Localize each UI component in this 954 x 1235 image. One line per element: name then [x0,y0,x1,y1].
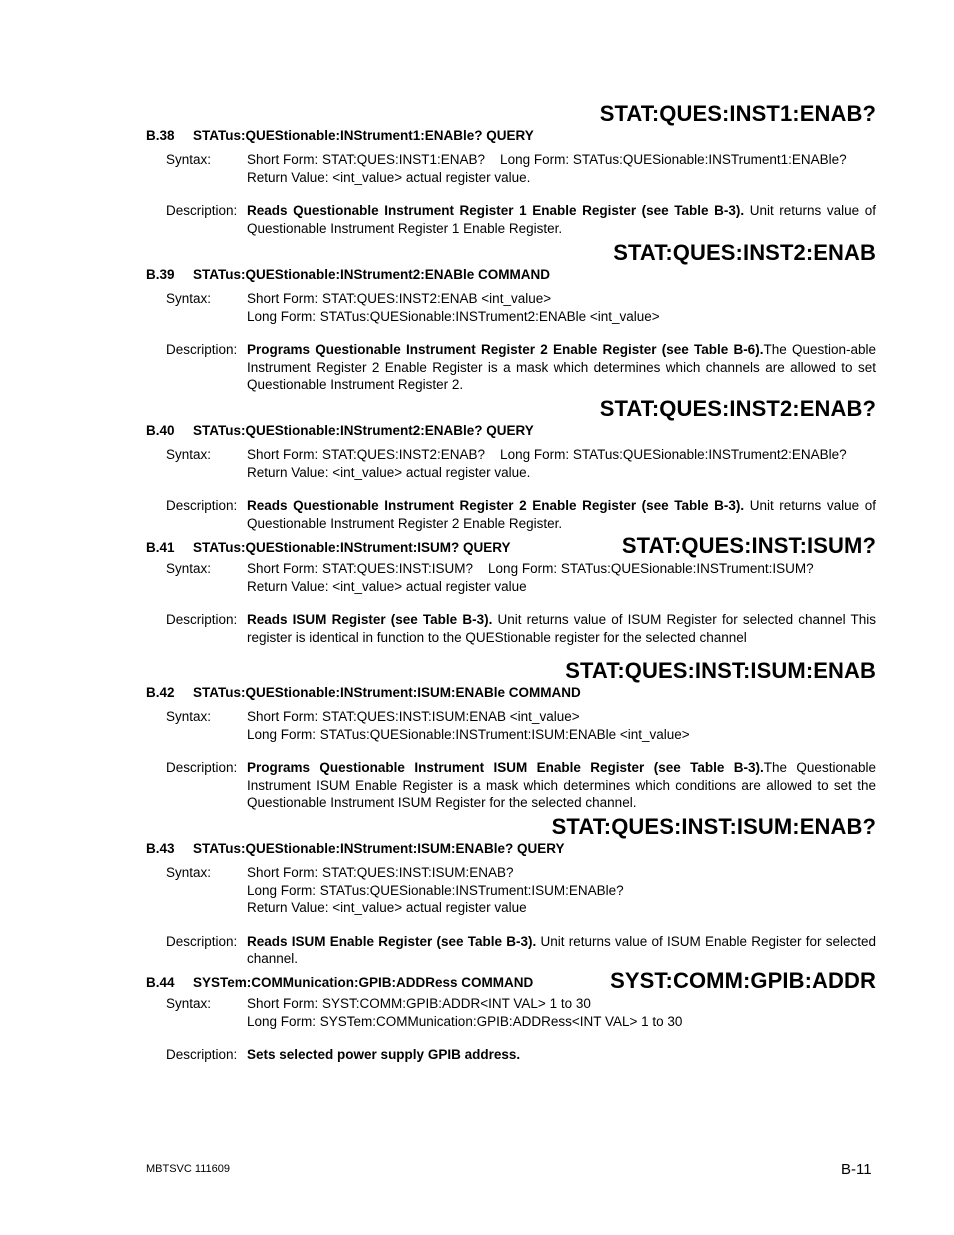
syntax-body [247,864,876,917]
section-b40 [146,396,876,532]
syntax-line: Return Value: <int_value> actual register value [247,900,527,915]
section-heading-text: STATus:QUEStionable:INStrument:ISUM:ENABle? QUERY [193,841,565,856]
syntax-line: Short Form: STAT:QUES:INST2:ENAB? Long Form: STATus:QUESionable:INSTrument2:ENABle? [247,447,847,462]
section-heading [146,684,876,702]
page-number: B-11 [841,1161,872,1178]
syntax-label: Syntax: [166,447,212,462]
command-title: STAT:QUES:INST:ISUM? [621,533,876,558]
description-bold: Reads ISUM Enable Register (see Table B-3). [247,933,537,949]
description-body [247,759,876,812]
syntax-line: Return Value: <int_value> actual register value. [247,464,531,480]
description-body [247,497,876,532]
syntax-line: Long Form: STATus:QUESionable:INSTrument:ISUM:ENABle <int_value> [247,726,690,742]
syntax-label: Syntax: [166,561,212,576]
syntax-line: Return Value: <int_value> actual register value. [247,169,531,185]
syntax-row [166,995,876,1030]
syntax-label: Syntax: [166,152,212,167]
section-b39 [146,240,876,394]
description-row [166,1046,876,1064]
syntax-row [166,290,876,325]
command-title: STAT:QUES:INST2:ENAB? [599,396,876,421]
section-number: B.39 [146,267,175,282]
description-bold: Programs Questionable Instrument Register 2 Enable Register (see Table B-6). [247,342,764,357]
description-label: Description: [166,342,238,357]
section-number: B.41 [146,540,175,555]
section-heading-text: STATus:QUEStionable:INStrument:ISUM? QUERY [193,540,511,555]
description-body [247,933,876,968]
command-title: STAT:QUES:INST2:ENAB [613,240,876,265]
syntax-line: Short Form: SYST:COMM:GPIB:ADDR<INT VAL> 1 to 30 [247,996,591,1011]
command-title: STAT:QUES:INST:ISUM:ENAB? [551,814,876,839]
description-label: Description: [166,612,238,627]
syntax-row [166,151,876,186]
description-body [247,202,876,237]
syntax-line: Long Form: SYSTem:COMMunication:GPIB:ADDRess<INT VAL> 1 to 30 [247,1013,683,1029]
section-b41 [146,534,876,646]
description-text: Unit returns value of ISUM Register for selected channel This register is identical in function to the QUEStionable register for the selected channel [247,612,876,645]
description-row [166,497,876,532]
syntax-label: Syntax: [166,996,212,1011]
section-b44 [146,969,876,1064]
syntax-body [247,995,876,1030]
description-label: Description: [166,760,238,775]
command-title: STAT:QUES:INST1:ENAB? [599,101,876,126]
syntax-line: Short Form: STAT:QUES:INST:ISUM:ENAB <int_value> [247,709,580,724]
section-heading [146,969,876,993]
description-label: Description: [166,203,238,218]
section-number: B.44 [146,975,175,990]
command-title: STAT:QUES:INST:ISUM:ENAB [565,658,876,683]
description-text: The Question-able Instrument Register 2 Enable Register is a mask which determines which channels are allowed to set Questionable Instrument Register 2. [247,342,876,392]
section-heading [146,266,876,284]
section-number: B.43 [146,841,175,856]
syntax-line: Long Form: STATus:QUESionable:INSTrument:ISUM:ENABle? [247,882,624,898]
description-row [166,759,876,812]
section-heading-text: STATus:QUEStionable:INStrument:ISUM:ENABle COMMAND [193,685,581,700]
description-bold: Programs Questionable Instrument ISUM Enable Register (see Table B-3). [247,760,764,775]
description-text: Unit returns value of Questionable Instrument Register 2 Enable Register. [247,498,876,531]
section-heading [146,127,876,145]
description-label: Description: [166,1047,238,1062]
description-label: Description: [166,498,238,513]
syntax-body [247,560,876,595]
description-row [166,202,876,237]
syntax-body [247,151,876,186]
syntax-line: Short Form: STAT:QUES:INST2:ENAB <int_value> [247,291,552,306]
section-heading-text: SYSTem:COMMunication:GPIB:ADDRess COMMAND [193,975,534,990]
syntax-body [247,708,876,743]
description-text: Unit returns value of ISUM Enable Register for selected channel. [247,933,877,966]
syntax-body [247,290,876,325]
syntax-body [247,446,876,481]
section-number: B.40 [146,423,175,438]
syntax-row [166,446,876,481]
section-b43 [146,814,876,968]
section-heading [146,422,876,440]
section-number: B.38 [146,128,175,143]
description-row [166,341,876,394]
syntax-label: Syntax: [166,291,212,306]
section-heading [146,534,876,558]
description-row [166,933,876,968]
section-heading-text: STATus:QUEStionable:INStrument1:ENABle? QUERY [193,128,534,143]
syntax-line: Short Form: STAT:QUES:INST1:ENAB? Long Form: STATus:QUESionable:INSTrument1:ENABle? [247,152,847,167]
description-body [247,341,876,394]
description-text: Unit returns value of Questionable Instrument Register 1 Enable Register. [247,203,876,236]
section-b38 [146,101,876,237]
description-bold: Reads ISUM Register (see Table B-3). [247,612,493,627]
syntax-line: Short Form: STAT:QUES:INST:ISUM:ENAB? [247,865,514,880]
description-body [247,1046,876,1064]
syntax-line: Short Form: STAT:QUES:INST:ISUM? Long Form: STATus:QUESionable:INSTrument:ISUM? [247,561,814,576]
description-body [247,611,876,646]
syntax-row [166,560,876,595]
syntax-row [166,708,876,743]
syntax-row [166,864,876,917]
description-bold: Reads Questionable Instrument Register 2 Enable Register (see Table B-3). [247,498,745,513]
description-row [166,611,876,646]
syntax-label: Syntax: [166,709,212,724]
description-label: Description: [166,933,238,949]
section-heading-text: STATus:QUEStionable:INStrument2:ENABle COMMAND [193,267,551,282]
syntax-line: Return Value: <int_value> actual register value [247,578,527,594]
description-bold: Sets selected power supply GPIB address. [247,1047,521,1062]
section-b42 [146,658,876,812]
description-bold: Reads Questionable Instrument Register 1 Enable Register (see Table B-3). [247,203,745,218]
section-number: B.42 [146,685,175,700]
syntax-line: Long Form: STATus:QUESionable:INSTrument2:ENABle <int_value> [247,308,660,324]
description-text: The Questionable Instrument ISUM Enable Register is a mask which determines which conditions are allowed to set the Questionable Instrument ISUM Register for the selected channel. [247,760,876,810]
command-title: SYST:COMM:GPIB:ADDR [610,968,876,993]
footer-doc-id: MBTSVC 111609 [146,1163,230,1175]
section-heading [146,840,876,858]
syntax-label: Syntax: [166,865,212,880]
section-heading-text: STATus:QUEStionable:INStrument2:ENABle? QUERY [193,423,534,438]
